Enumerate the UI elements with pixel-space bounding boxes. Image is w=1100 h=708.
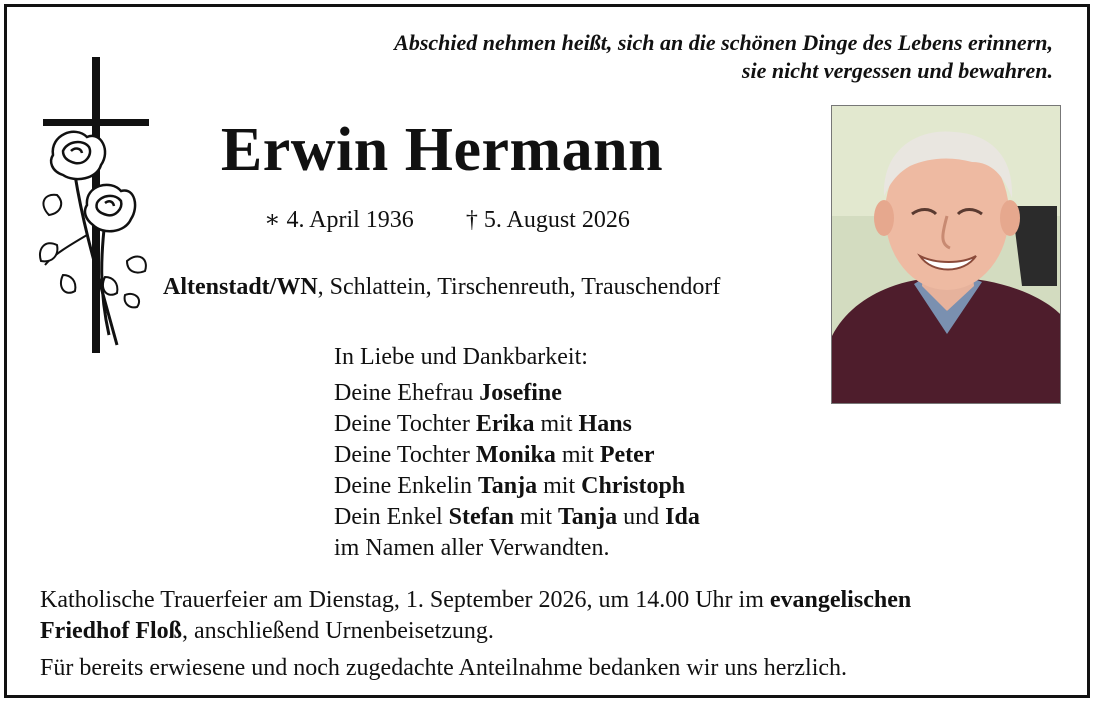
obituary-notice	[4, 4, 1090, 698]
cross-with-roses-icon	[35, 55, 155, 360]
primary-place: Altenstadt/WN	[163, 274, 318, 300]
quote-line-2: sie nicht vergessen und bewahren.	[741, 58, 1053, 83]
portrait-photo	[831, 105, 1061, 404]
mourner-row: Deine Tochter Monika mit Peter	[334, 442, 655, 468]
birth-date: 4. April 1936	[286, 207, 414, 233]
cross-symbol-icon: †	[465, 207, 478, 233]
thanks-note: Für bereits erwiesene und noch zugedachte Anteilnahme bedanken wir uns herzlich.	[40, 655, 848, 681]
places	[163, 272, 720, 302]
mourner-row: Deine Enkelin Tanja mit Christoph	[334, 473, 686, 499]
quote	[394, 29, 1053, 85]
born-symbol-icon: ∗	[264, 207, 281, 233]
mourners-list	[334, 342, 700, 564]
other-places: , Schlattein, Tirschenreuth, Trauschendorf	[317, 274, 721, 300]
death-date: 5. August 2026	[483, 207, 630, 233]
mourners-closing: im Namen aller Verwandten.	[334, 535, 610, 561]
mourner-row: Deine Tochter Erika mit Hans	[334, 411, 632, 437]
cemetery-name: Friedhof Floß	[40, 618, 182, 644]
deceased-name: Erwin Hermann	[220, 116, 664, 184]
quote-line-1: Abschied nehmen heißt, sich an die schönen Dinge des Lebens erinnern,	[394, 30, 1053, 55]
mourners-intro: In Liebe und Dankbarkeit:	[334, 344, 588, 370]
mourner-row: Dein Enkel Stefan mit Tanja und Ida	[334, 504, 700, 530]
church-name: evangelischen	[769, 587, 912, 613]
mourner-row: Deine Ehefrau Josefine	[334, 380, 562, 406]
life-dates	[207, 205, 687, 235]
funeral-service-info: Katholische Trauerfeier am Dienstag, 1. September 2026, um 14.00 Uhr im evangelischen Friedhof Floß, anschließend Urnenbeisetzung.	[40, 587, 912, 644]
